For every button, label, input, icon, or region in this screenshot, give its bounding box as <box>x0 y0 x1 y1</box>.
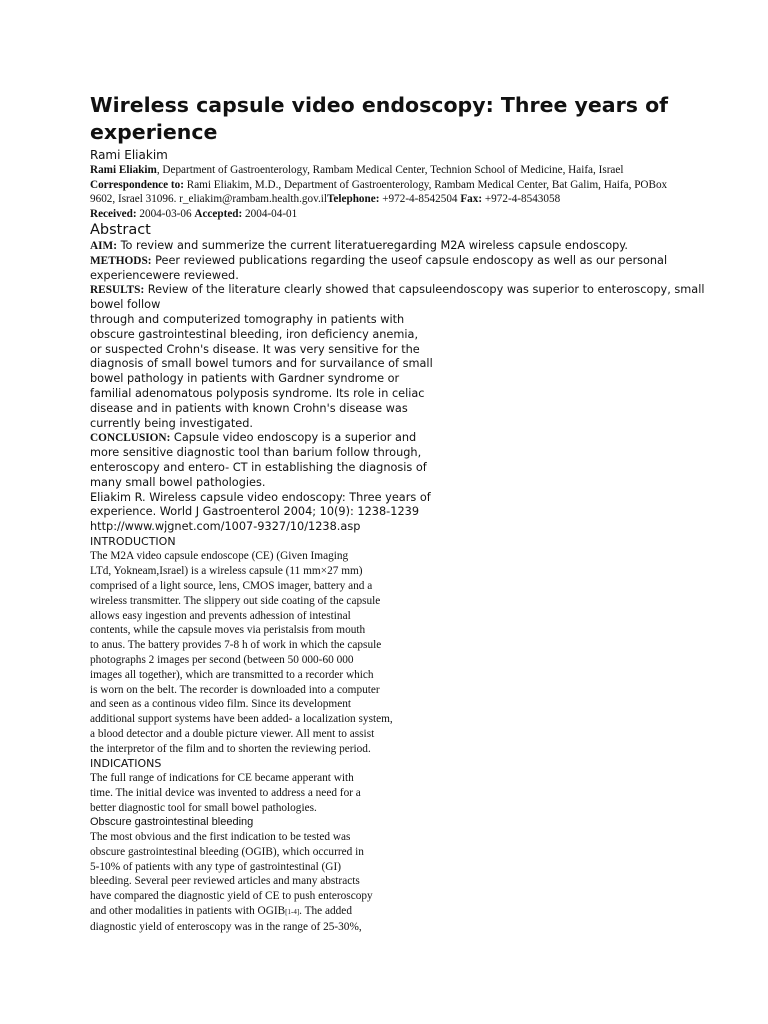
telephone-label: Telephone: <box>327 193 380 205</box>
accepted-value: 2004-04-01 <box>242 207 298 220</box>
text-line: more sensitive diagnostic tool than barium follow through, <box>90 446 422 460</box>
author-name: Rami Eliakim <box>90 148 168 162</box>
abstract-aim: AIM: To review and summerize the current literatueregarding M2A wireless capsule endoscopy. <box>90 239 628 252</box>
text-line: photographs 2 images per second (between 50 000-60 000 <box>90 654 354 667</box>
text-line: LTd, Yokneam,Israel) is a wireless capsule (11 mm×27 mm) <box>90 565 363 578</box>
text-line: wireless transmitter. The slippery out side coating of the capsule <box>90 594 381 607</box>
introduction-heading: INTRODUCTION <box>90 534 176 548</box>
accepted-label: Accepted: <box>194 207 243 220</box>
affiliation-author: Rami Eliakim <box>90 164 157 176</box>
text-line: the interpretor of the film and to shorten the reviewing period. <box>90 742 371 755</box>
article <box>90 92 705 935</box>
title-line: experience <box>90 120 218 144</box>
text-line: bleeding. Several peer reviewed articles and many abstracts <box>90 875 360 888</box>
indications-body <box>90 771 430 815</box>
text-line: allows easy ingestion and prevents adhession of intestinal <box>90 609 351 622</box>
text-line: time. The initial device was invented to address a need for a <box>90 786 361 799</box>
text-line: diagnosis of small bowel tumors and for survailance of small <box>90 357 433 371</box>
text-line: is worn on the belt. The recorder is downloaded into a computer <box>90 683 380 696</box>
text-line: comprised of a light source, lens, CMOS imager, battery and a <box>90 580 373 593</box>
reference-marker[interactable]: [1-4] <box>285 907 300 916</box>
text-line: and seen as a continous video film. Since its development <box>90 698 352 711</box>
affiliation <box>90 163 690 221</box>
text-line: many small bowel pathologies. <box>90 475 266 489</box>
citation-line: Eliakim R. Wireless capsule video endoscopy: Three years of <box>90 490 431 504</box>
abstract: AIM: To review and summerize the current literatueregarding M2A wireless capsule endoscopy. METHODS: Peer reviewed publications regarding the useof capsule endoscopy as well as our personal experiencewere reviewed. RESULTS: Review of the literature clearly showed that capsuleendoscopy was superior to enteroscopy, small bowel follow through and computerized tomography in patients with obscure gastrointestinal bleeding, iron deficiency anemia, or suspected Crohn's disease. It was very sensitive for the diagnosis of small bowel tumors and for survailance of small bowel pathology in patients with Gardner syndrome or familial adenomatous polyposis syndrome. Its role in celiac disease and in patients with known Crohn's disease was currently being investigated. CONCLUSION: Capsule video endoscopy is a superior and more sensitive diagnostic tool than barium follow through, enteroscopy and entero- CT in establishing the diagnosis of many small bowel pathologies. <box>90 239 705 489</box>
correspondence-label: Correspondence to: <box>90 178 184 191</box>
ogib-body <box>90 830 430 935</box>
text-line: contents, while the capsule moves via peristalsis from mouth <box>90 624 366 637</box>
text-line: enteroscopy and entero- CT in establishing the diagnosis of <box>90 460 427 474</box>
methods-label: METHODS: <box>90 254 152 267</box>
title-line: Wireless capsule video endoscopy: Three years of <box>90 93 669 117</box>
abstract-heading: Abstract <box>90 222 151 238</box>
ogib-subheading: Obscure gastrointestinal bleeding <box>90 816 254 829</box>
aim-label: AIM: <box>90 240 117 252</box>
text-line: and other modalities in patients with OGIB[1-4]. The added <box>90 904 352 917</box>
text-line: images all together), which are transmitted to a recorder which <box>90 668 374 681</box>
text-line: or suspected Crohn's disease. It was very sensitive for the <box>90 342 420 356</box>
text-line: The most obvious and the first indication to be tested was <box>90 830 351 843</box>
text-line: additional support systems have been added- a localization system, <box>90 713 393 726</box>
indications-heading: INDICATIONS <box>90 756 162 770</box>
text-line: diagnostic yield of enteroscopy was in the range of 25-30%, <box>90 920 362 933</box>
text-line: to anus. The battery provides 7-8 h of work in which the capsule <box>90 639 382 652</box>
results-label: RESULTS: <box>90 284 145 297</box>
abstract-methods: METHODS: Peer reviewed publications regarding the useof capsule endoscopy as well as our personal <box>90 253 668 267</box>
citation-url[interactable]: http://www.wjgnet.com/1007-9327/10/1238.asp <box>90 520 361 534</box>
fax-label: Fax: <box>460 193 483 205</box>
text-line: have compared the diagnostic yield of CE to push enteroscopy <box>90 890 373 903</box>
citation-line: experience. World J Gastroenterol 2004; 10(9): 1238-1239 <box>90 505 420 519</box>
article-title <box>90 92 690 146</box>
affiliation-text: , Department of Gastroenterology, Rambam Medical Center, Technion School of Medicine, Haifa, Israel <box>156 164 624 176</box>
text-line: obscure gastrointestinal bleeding (OGIB), which occurred in <box>90 845 364 858</box>
text-line: The full range of indications for CE became apperant with <box>90 772 354 785</box>
introduction-body <box>90 549 430 756</box>
text-line: disease and in patients with known Crohn's disease was <box>90 401 408 415</box>
received-value: 2004-03-06 <box>136 207 195 220</box>
fax-value: +972-4-8543058 <box>482 193 561 205</box>
text-line: obscure gastrointestinal bleeding, iron deficiency anemia, <box>90 327 419 341</box>
text-line: bowel pathology in patients with Gardner syndrome or <box>90 372 400 386</box>
correspondence-text: Rami Eliakim, M.D., Department of Gastroenterology, Rambam Medical Center, Bat Galim, Haifa, POBox <box>183 178 668 191</box>
citation <box>90 491 690 535</box>
abstract-results: RESULTS: Review of the literature clearly showed that capsuleendoscopy was superior to enteroscopy, small <box>90 283 705 297</box>
text-line: better diagnostic tool for small bowel pathologies. <box>90 801 317 814</box>
correspondence-text: 9602, Israel 31096. r_eliakim@rambam.health.gov.il <box>90 193 327 205</box>
text-line: 5-10% of patients with any type of gastrointestinal (GI) <box>90 860 341 873</box>
received-label: Received: <box>90 207 137 220</box>
text-line: The M2A video capsule endoscope (CE) (Given Imaging <box>90 550 349 563</box>
text-line: a blood detector and a double picture viewer. All ment to assist <box>90 728 375 740</box>
text-line: familial adenomatous polyposis syndrome. Its role in celiac <box>90 386 425 400</box>
abstract-conclusion: CONCLUSION: Capsule video endoscopy is a superior and <box>90 431 417 445</box>
text-line: through and computerized tomography in patients with <box>90 312 405 326</box>
telephone-value: +972-4-8542504 <box>379 193 461 205</box>
conclusion-label: CONCLUSION: <box>90 432 171 445</box>
text-line: currently being investigated. <box>90 416 253 430</box>
